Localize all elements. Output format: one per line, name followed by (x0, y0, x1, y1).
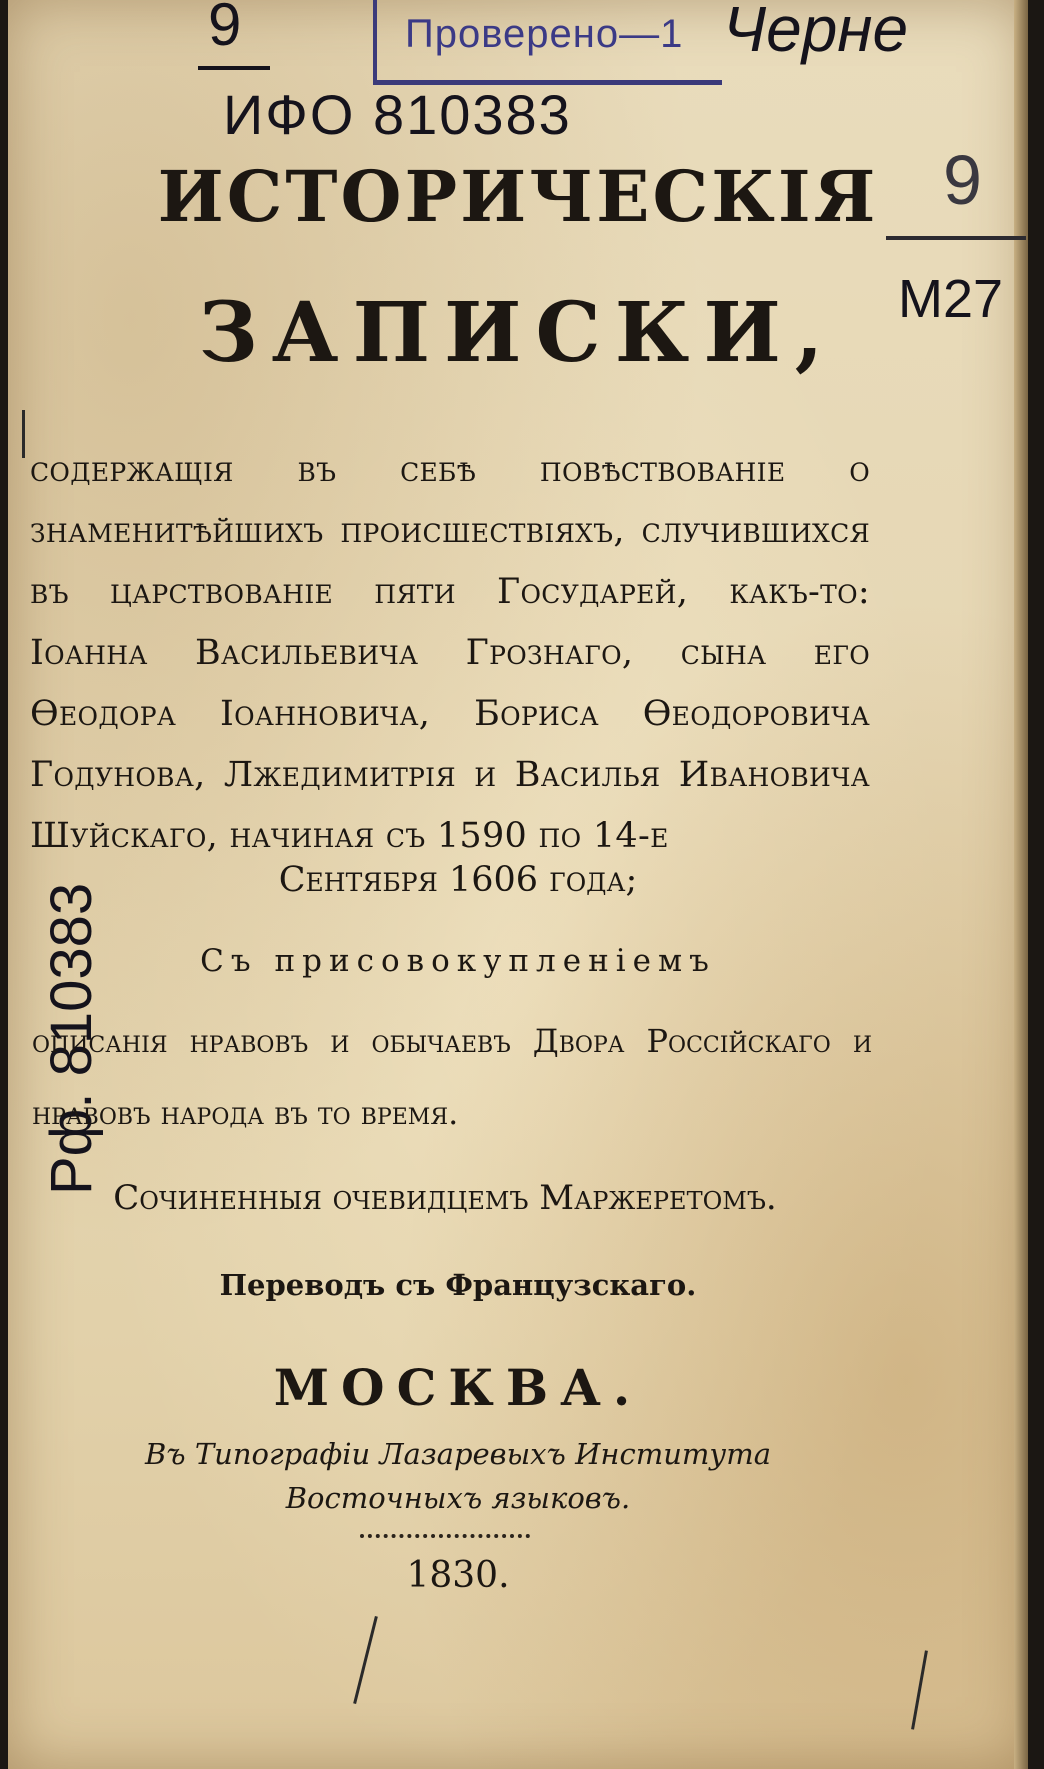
page-edge (1014, 0, 1028, 1769)
imprint-printer (8, 1432, 908, 1520)
imprint-city: МОСКВА. (273, 1358, 643, 1417)
title-line-1: ИСТОРИЧЕСКІЯ (157, 155, 879, 238)
handwritten-corner-name: Черне (723, 0, 909, 65)
handwritten-shelf-number: 9 (208, 0, 242, 58)
handwritten-side-number: Рф. 810383 (39, 882, 104, 1195)
handwritten-right-code: М27 (898, 269, 1004, 329)
dotted-divider (360, 1534, 530, 1538)
margin-mark (353, 1616, 378, 1704)
margin-mark (22, 410, 25, 458)
handwritten-inventory-number: ИФО 810383 (223, 83, 572, 146)
supplement-text: описанія нравовъ и обычаевъ Двора Россійскаго и нравовъ народа въ то время. (32, 1022, 872, 1132)
printer-line-1: Въ Типографіи Лазаревыхъ Института (144, 1437, 772, 1471)
handwritten-right-number: 9 (943, 141, 982, 219)
margin-mark (911, 1650, 928, 1729)
title-line-2: ЗАПИСКИ, (198, 285, 838, 381)
imprint-year: 1830. (406, 1555, 510, 1596)
description-paragraph: содержащія въ себѣ повѣствованіе о знаменитѣйшихъ происшествіяхъ, случившихся въ царствованіе пяти Государей, какъ-то: Іоанна Васильевича Грознаго, сына его Ѳеодора Іоанновича, Бориса Ѳеодоровича Годунова, Лжедимитрія и Василья Ивановича Шуйскаго, начиная съ 1590 по 14-е (30, 450, 870, 856)
author-line: Сочиненныя очевидцемъ Маржеретомъ. (113, 1178, 777, 1218)
shelf-number-underline (198, 66, 270, 70)
title-page (8, 0, 1028, 1769)
printer-line-2: Восточныхъ языковъ. (285, 1481, 631, 1515)
supplement-heading: Съ присовокупленіемъ (200, 943, 716, 979)
library-stamp (373, 0, 722, 85)
description-last-line: Сентября 1606 года; (278, 860, 638, 900)
stamp-text: Проверено—1 (405, 12, 684, 56)
translation-line: Переводъ съ Французскаго. (219, 1268, 697, 1302)
